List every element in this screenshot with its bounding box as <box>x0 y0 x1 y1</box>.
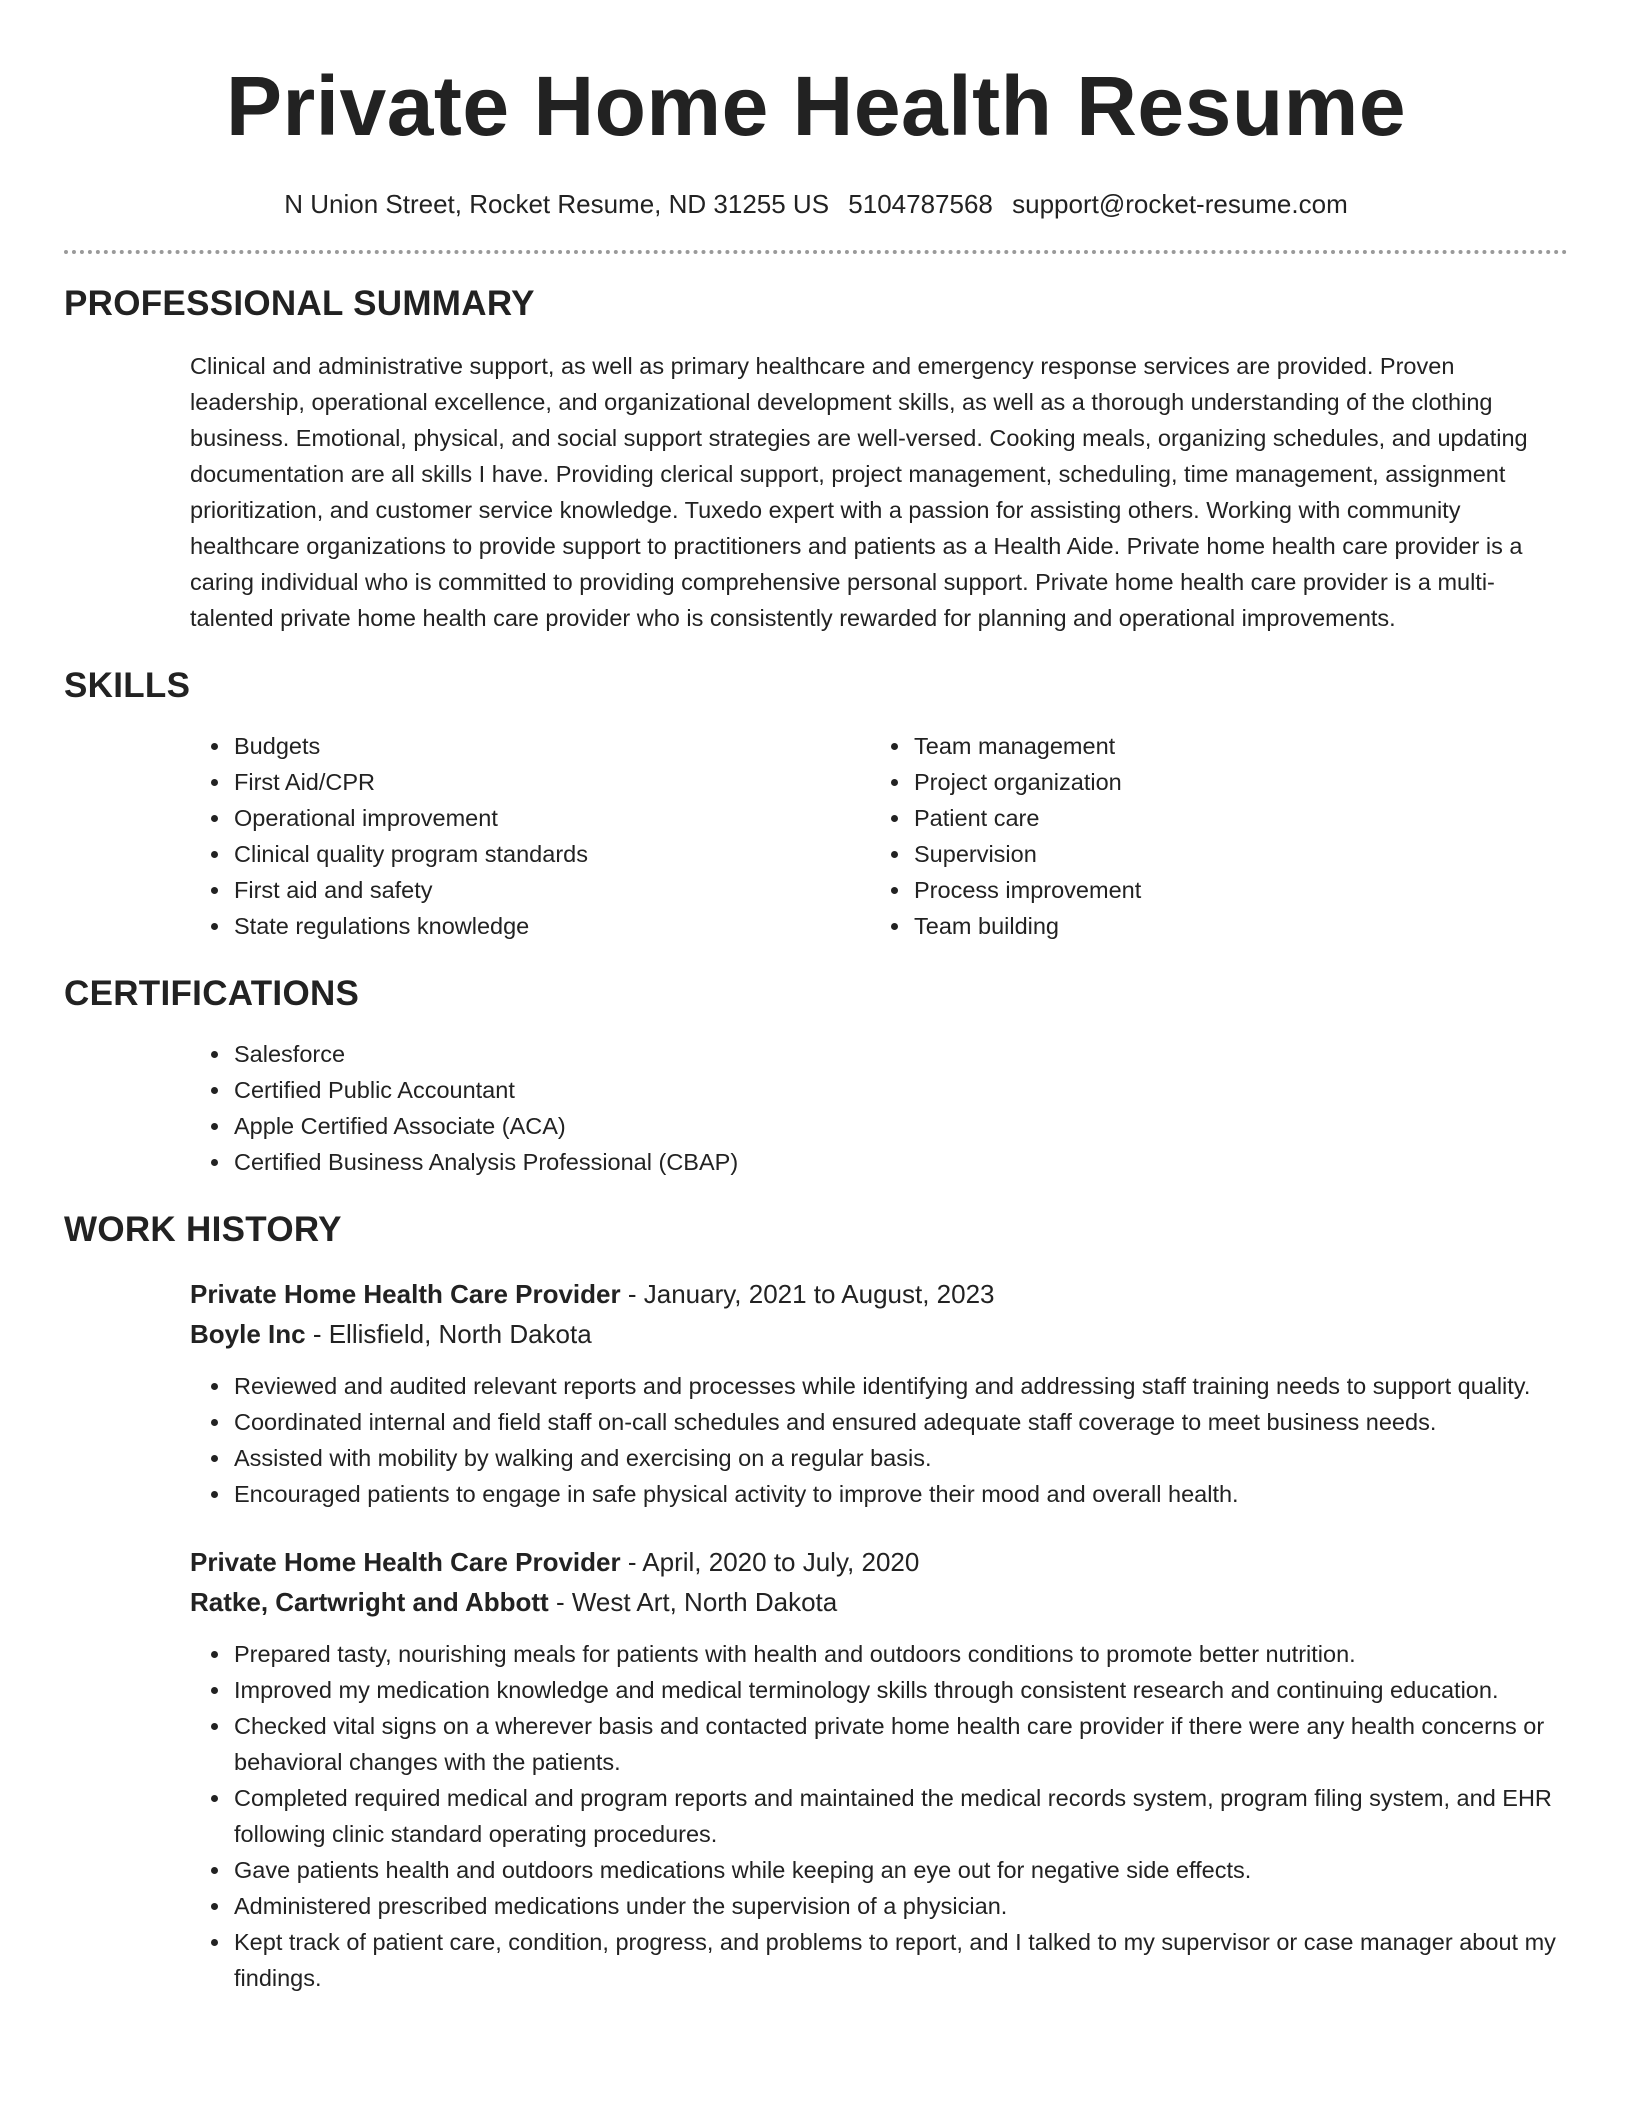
skill-item: • Clinical quality program standards <box>232 836 870 872</box>
job-company-line <box>190 1314 1568 1354</box>
resume-name: Private Home Health Resume <box>225 59 1407 153</box>
job-dates: - January, 2021 to August, 2023 <box>620 1279 995 1309</box>
skill-item: • Process improvement <box>912 872 1550 908</box>
job-title-line <box>190 1274 1568 1314</box>
skills-section <box>64 664 1568 944</box>
job-duty-item: • Prepared tasty, nourishing meals for patients with health and outdoors conditions to promote better nutrition. <box>232 1636 1568 1672</box>
header-divider <box>64 250 1568 254</box>
job-duty-item: • Kept track of patient care, condition, progress, and problems to report, and I talked to my supervisor or case manager about my findings. <box>232 1924 1568 1996</box>
certifications-list-wrap <box>190 1036 1568 1180</box>
job-duty-item: • Checked vital signs on a wherever basis and contacted private home health care provider if there were any health concerns or behavioral changes with the patients. <box>232 1708 1568 1780</box>
skill-item: • Team building <box>912 908 1550 944</box>
skill-item: • Budgets <box>232 728 870 764</box>
certifications-section <box>64 972 1568 1180</box>
job-title-line <box>190 1542 1568 1582</box>
skills-columns <box>190 728 1568 944</box>
certification-item: • Certified Public Accountant <box>232 1072 1568 1108</box>
job-duty-item: • Administered prescribed medications under the supervision of a physician. <box>232 1888 1568 1924</box>
certification-item: • Salesforce <box>232 1036 1568 1072</box>
job-duty-item: • Coordinated internal and field staff on-call schedules and ensured adequate staff coverage to meet business needs. <box>232 1404 1568 1440</box>
skills-list-right <box>870 728 1550 944</box>
job-company-line <box>190 1582 1568 1622</box>
skill-item: • Supervision <box>912 836 1550 872</box>
skill-item: • State regulations knowledge <box>232 908 870 944</box>
contact-email: support@rocket-resume.com <box>1012 189 1348 219</box>
skill-item: • Operational improvement <box>232 800 870 836</box>
job-duty-item: • Completed required medical and program reports and maintained the medical records system, program filing system, and EHR following clinic standard operating procedures. <box>232 1780 1568 1852</box>
job-entry <box>190 1274 1568 1512</box>
job-duty-item: • Encouraged patients to engage in safe physical activity to improve their mood and overall health. <box>232 1476 1568 1512</box>
job-location: - West Art, North Dakota <box>548 1587 838 1617</box>
skills-column-left <box>190 728 870 944</box>
job-duty-item: • Assisted with mobility by walking and exercising on a regular basis. <box>232 1440 1568 1476</box>
contact-address: N Union Street, Rocket Resume, ND 31255 US <box>284 189 830 219</box>
certification-item: • Apple Certified Associate (ACA) <box>232 1108 1568 1144</box>
skills-list-left <box>190 728 870 944</box>
certifications-list <box>190 1036 1568 1180</box>
job-duty-item: • Reviewed and audited relevant reports and processes while identifying and addressing staff training needs to support quality. <box>232 1368 1568 1404</box>
job-duties-list <box>190 1636 1568 1996</box>
skill-item: • Patient care <box>912 800 1550 836</box>
summary-text: Clinical and administrative support, as well as primary healthcare and emergency response services are provided. Proven leadership, operational excellence, and organizational development skills, as well as a thorough understanding of the clothing business. Emotional, physical, and social support strategies are well-versed. Cooking meals, organizing schedules, and updating documentation are all skills I have. Providing clerical support, project management, scheduling, time management, assignment prioritization, and customer service knowledge. Tuxedo expert with a passion for assisting others. Working with community healthcare organizations to provide support to practitioners and patients as a Health Aide. Private home health care provider is a caring individual who is committed to providing comprehensive personal support. Private home health care provider is a multi-talented private home health care provider who is consistently rewarded for planning and operational improvements. <box>190 353 1528 631</box>
job-role: Private Home Health Care Provider <box>190 1547 621 1577</box>
summary-section <box>64 282 1568 636</box>
job-duty-item: • Improved my medication knowledge and medical terminology skills through consistent research and continuing education. <box>232 1672 1568 1708</box>
job-company: Ratke, Cartwright and Abbott <box>190 1587 549 1617</box>
work-history-heading: WORK HISTORY <box>64 1210 342 1249</box>
contact-line <box>64 188 1568 220</box>
certifications-heading: CERTIFICATIONS <box>64 974 360 1013</box>
skill-item: • Team management <box>912 728 1550 764</box>
job-entry <box>190 1542 1568 1996</box>
job-duty-item: • Gave patients health and outdoors medications while keeping an eye out for negative side effects. <box>232 1852 1568 1888</box>
skill-item: • Project organization <box>912 764 1550 800</box>
summary-heading: PROFESSIONAL SUMMARY <box>64 284 535 323</box>
job-company: Boyle Inc <box>190 1319 306 1349</box>
skills-heading: SKILLS <box>64 666 191 705</box>
job-location: - Ellisfield, North Dakota <box>305 1319 592 1349</box>
certification-item: • Certified Business Analysis Professional (CBAP) <box>232 1144 1568 1180</box>
skill-item: • First aid and safety <box>232 872 870 908</box>
job-dates: - April, 2020 to July, 2020 <box>620 1547 920 1577</box>
job-duties-list <box>190 1368 1568 1512</box>
job-role: Private Home Health Care Provider <box>190 1279 621 1309</box>
skills-column-right <box>870 728 1550 944</box>
contact-phone: 5104787568 <box>848 189 993 219</box>
skill-item: • First Aid/CPR <box>232 764 870 800</box>
resume-header <box>64 0 1568 254</box>
work-history-section <box>64 1208 1568 1996</box>
